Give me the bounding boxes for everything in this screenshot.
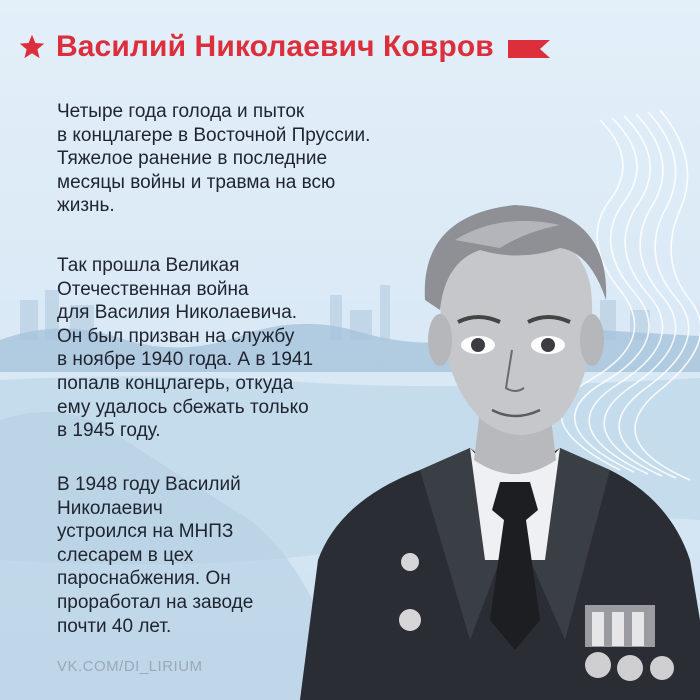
star-icon [18,33,46,61]
page-title: Василий Николаевич Ковров [56,30,494,63]
paragraph-factory-work: В 1948 году Василий Николаевич устроился на МНПЗ слесарем в цех пароснабжения. Он проработал на заводе почти 40 лет. [57,474,254,637]
paragraph-war-service: Так прошла Великая Отечественная война для Василия Николаевича. Он был призван на службу в ноябре 1940 года. А в 1941 попалв концлагерь, откуда ему удалось сбежать только в 1945 году. [57,255,314,442]
ribbon-icon [508,40,550,58]
author-credit: VK.COM/DI_LIRIUM [57,658,203,675]
paragraph-captivity: Четыре года голода и пыток в концлагере в Восточной Пруссии. Тяжелое ранение в последние месяцы войны и травма на всю жизнь. [57,101,371,217]
title-row [18,30,550,64]
